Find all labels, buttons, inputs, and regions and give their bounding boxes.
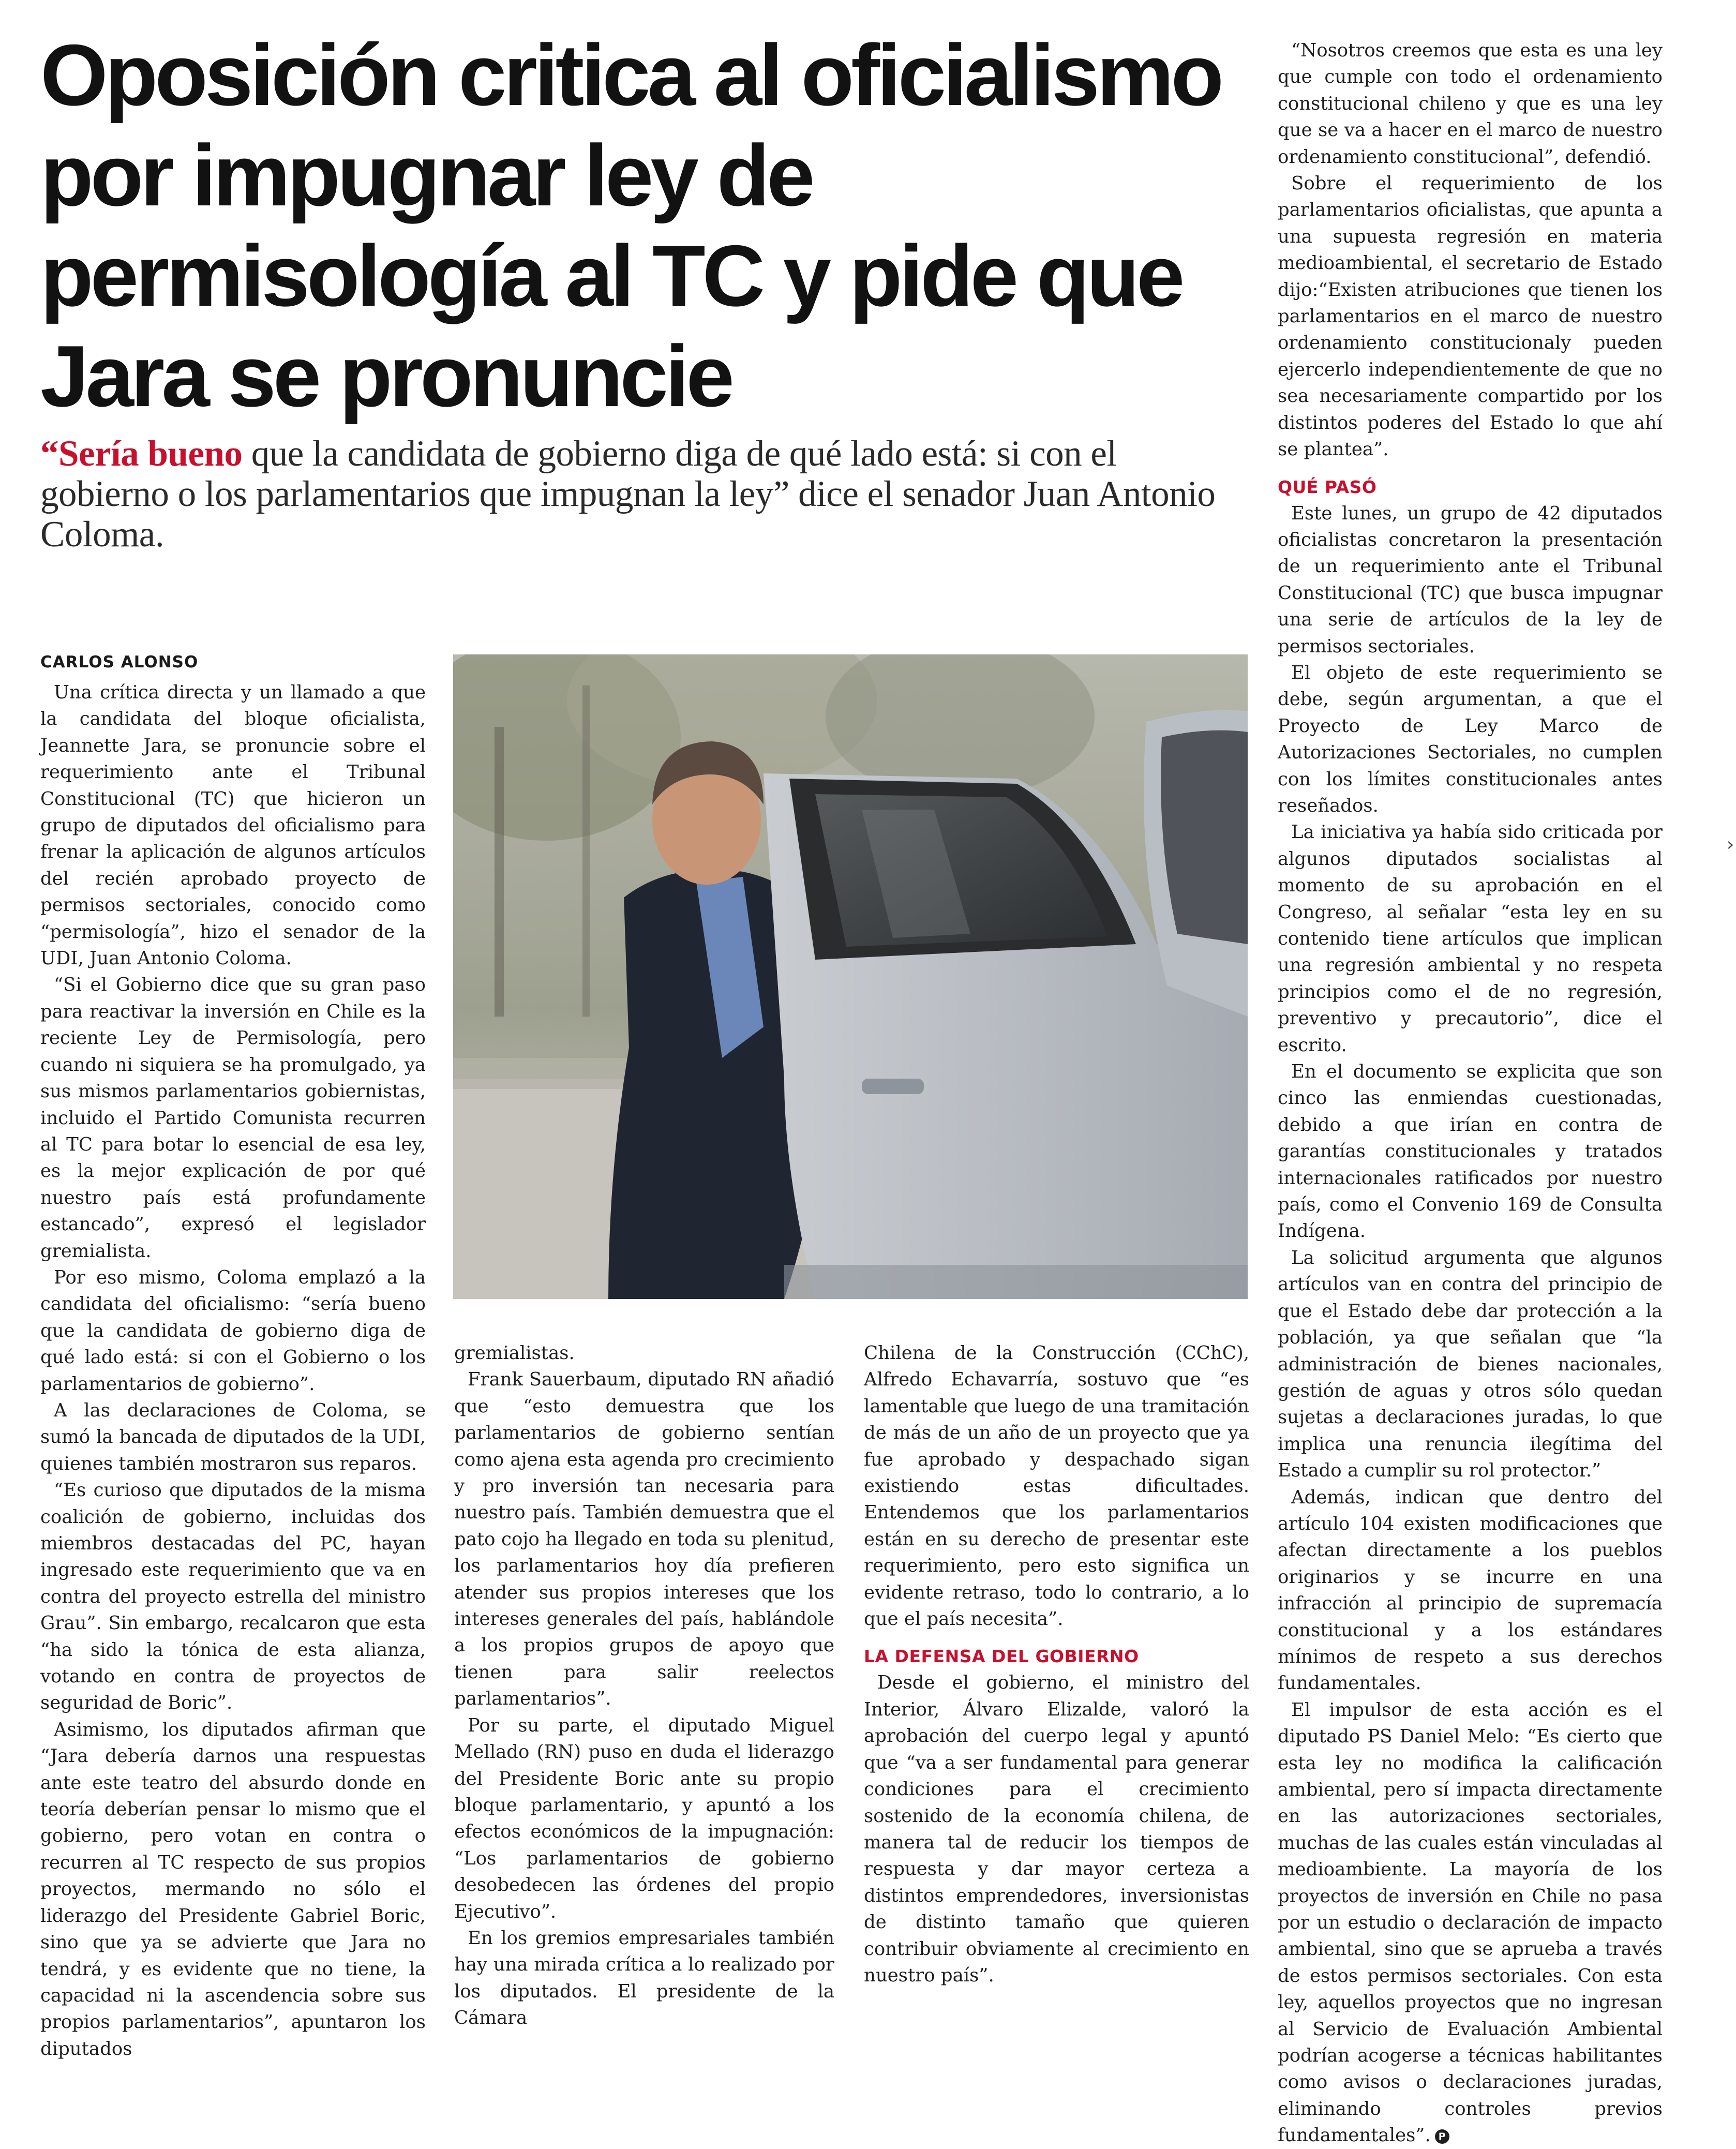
paragraph: En los gremios empresariales también hay una mirada crítica a lo realizado por los diputados. El presidente de la Cámara xyxy=(454,1927,834,2029)
paragraph: Sobre el requerimiento de los parlamentarios oficialistas, que apunta a una supuesta regresión en materia medioambiental, el secretario de Estado dijo:“Existen atribuciones que tienen los parlamentarios en el marco de nuestro ordenamiento constitucionaly pueden ejercerlo independientemente de que no sea necesariamente compartido por los distintos poderes del Estado lo que ahí se plantea”. xyxy=(1278,173,1663,460)
column-1 xyxy=(40,679,426,2062)
deck xyxy=(40,434,1230,555)
deck-text: que la candidata de gobierno diga de qué lado está: si con el gobierno o los parlamentarios que impugnan la ley” dice el senador Juan Antonio Coloma. xyxy=(40,434,1216,555)
paragraph: “Si el Gobierno dice que su gran paso para reactivar la inversión en Chile es la reciente Ley de Permisología, pero cuando ni siquiera se ha promulgado, ya sus mismos parlamentarios gobiernistas, incluido el Partido Comunista recurren al TC para botar lo esencial de esa ley, es la mejor explicación de por qué nuestro país está profundamente estancado”, expresó el legislador gremialista. xyxy=(40,974,426,1262)
paragraph: Por su parte, el diputado Miguel Mellado (RN) puso en duda el liderazgo del Presidente Boric ante su propio bloque parlamentario, y apuntó a los efectos económicos de la impugnación: “Los parlamentarios de gobierno desobedecen las órdenes del propio Ejecutivo”. xyxy=(454,1714,834,1922)
paragraph-text: El impulsor de esta acción es el diputado PS Daniel Melo: “Es cierto que esta ley no modifica la calificación ambiental, pero sí impacta directamente en las autorizaciones sectoriales, muchas de las cuales están vinculadas al medioambiente. La mayoría de los proyectos de inversión en Chile no pasa por un estudio o declaración de impacto ambiental, sino que se aprueba a través de estos permisos sectoriales. Con esta ley, aquellos proyectos que no ingresan al Servicio de Evaluación Ambiental podrían acogerse a técnicas habilitantes como avisos o declaraciones juradas, eliminando controles previos fundamentales”. xyxy=(1278,1699,1663,2146)
paragraph: Por eso mismo, Coloma emplazó a la candidata del oficialismo: “sería bueno que la candidata de gobierno diga de qué lado está: si con el Gobierno o los parlamentarios de gobierno”. xyxy=(40,1266,426,1395)
publication-logo-icon: P xyxy=(1435,2129,1449,2144)
paragraph: La solicitud argumenta que algunos artículos van en contra del principio de que el Estado debe dar protección a la población, ya que señalan que “la administración de bienes nacionales, gestión de aguas y otros sólo quedan sujetas a declaraciones juradas, lo que implica una renuncia ilegítima del Estado a cumplir su rol protector.” xyxy=(1278,1247,1663,1482)
column-4 xyxy=(1278,37,1663,2149)
paragraph: “Es curioso que diputados de la misma coalición de gobierno, incluidas dos miembros destacadas del PC, hayan ingresado este requerimiento que va en contra del proyecto estrella del ministro Grau”. Sin embargo, recalcaron que esta “ha sido la tónica de esta alianza, votando en contra de proyectos de seguridad de Boric”. xyxy=(40,1480,426,1714)
paragraph: Desde el gobierno, el ministro del Interior, Álvaro Elizalde, valoró la aprobación del cuerpo legal y apuntó que “va a ser fundamental para generar condiciones para el crecimiento sostenido de la economía chilena, de manera tal de reducir los tiempos de respuesta y dar mayor certeza a distintos emprendedores, inversionistas de distinto tamaño que quieren contribuir obviamente al crecimiento en nuestro país”. xyxy=(864,1672,1249,1986)
paragraph: Chilena de la Construcción (CChC), Alfredo Echavarría, sostuvo que “es lamentable que luego de una tramitación de más de un año de un proyecto que ya fue aprobado y despachado sigan existiendo estas dificultades. Entendemos que los parlamentarios están en su derecho de presentar este requerimiento, pero esto significa un evidente retraso, todo lo contrario, a lo que el país necesita”. xyxy=(864,1342,1249,1630)
column-2 xyxy=(454,1340,834,2032)
paragraph: Una crítica directa y un llamado a que la candidata del bloque oficialista, Jeannette Jara, se pronuncie sobre el requerimiento ante el Tribunal Constitucional (TC) que hicieron un grupo de diputados del oficialismo para frenar la aplicación de algunos artículos del recién aprobado proyecto de permisos sectoriales, conocido como “permisología”, hizo el senador de la UDI, Juan Antonio Coloma. xyxy=(40,682,426,969)
chevron-right-icon: › xyxy=(1727,834,1734,855)
paragraph: Además, indican que dentro del artículo 104 existen modificaciones que afectan directamente a los pueblos originarios y se incurre en una infracción al principio de supremacía constitucional y a los estándares mínimos de respeto a sus derechos fundamentales. xyxy=(1278,1486,1663,1694)
subheading-defensa: LA DEFENSA DEL GOBIERNO xyxy=(864,1646,1139,1667)
subheading-que-paso: QUÉ PASÓ xyxy=(1278,476,1377,497)
article-photo xyxy=(453,654,1248,1299)
byline: CARLOS ALONSO xyxy=(40,653,199,671)
paragraph: La iniciativa ya había sido criticada por algunos diputados socialistas al momento de su aprobación en el Congreso, al señalar “esta ley en su contenido tiene artículos que implican una regresión ambiental y no respeta principios como el de no regresión, preventivo y precautorio”, dice el escrito. xyxy=(1278,822,1663,1056)
headline: Oposición critica al oficialismo por impugnar ley de permisología al TC y pide que Jara se pronuncie xyxy=(40,26,1221,425)
paragraph: “Nosotros creemos que esta es una ley que cumple con todo el ordenamiento constitucional chileno y que es una ley que se va a hacer en el marco de nuestro ordenamiento constitucional”, defendió. xyxy=(1278,40,1663,168)
paragraph: Este lunes, un grupo de 42 diputados oficialistas concretaron la presentación de un requerimiento ante el Tribunal Constitucional (TC) que busca impugnar una serie de artículos de la ley de permisos sectoriales. xyxy=(1278,502,1663,657)
paragraph: gremialistas. xyxy=(454,1342,575,1364)
column-3 xyxy=(864,1340,1249,1989)
paragraph xyxy=(1278,1697,1663,2149)
paragraph: El objeto de este requerimiento se debe, según argumentan, a que el Proyecto de Ley Marco de Autorizaciones Sectoriales, no cumplen con los límites constitucionales antes reseñados. xyxy=(1278,662,1663,816)
paragraph: En el documento se explicita que son cinco las enmiendas cuestionadas, debido a que irían en contra de garantías constitucionales y tratados internacionales ratificados por nuestro país, como el Convenio 169 de Consulta Indígena. xyxy=(1278,1061,1663,1242)
paragraph: A las declaraciones de Coloma, se sumó la bancada de diputados de la UDI, quienes también mostraron sus reparos. xyxy=(40,1399,426,1474)
deck-lead: “Sería bueno xyxy=(40,434,243,474)
photo-senator-at-car xyxy=(453,654,1248,1299)
paragraph: Frank Sauerbaum, diputado RN añadió que “esto demuestra que los parlamentarios de gobierno sentían como ajena esta agenda pro crecimiento y pro inversión tan necesaria para nuestro país. También demuestra que el pato cojo ha llegado en toda su plenitud, los parlamentarios hoy día prefieren atender sus propios intereses que los intereses generales del país, hablándole a los propios grupos de apoyo que tienen para salir reelectos parlamentarios”. xyxy=(454,1369,834,1710)
paragraph: Asimismo, los diputados afirman que “Jara debería darnos una respuestas ante este teatro del absurdo donde en teoría deberían pensar lo mismo que el gobierno, pero votan en contra o recurren al TC respecto de sus propios proyectos, mermando no sólo el liderazgo del Presidente Gabriel Boric, sino que ya se advierte que Jara no tendrá, y es evidente que no tiene, la capacidad ni la ascendencia sobre sus propios parlamentarios”, apuntaron los diputados xyxy=(40,1719,426,2060)
